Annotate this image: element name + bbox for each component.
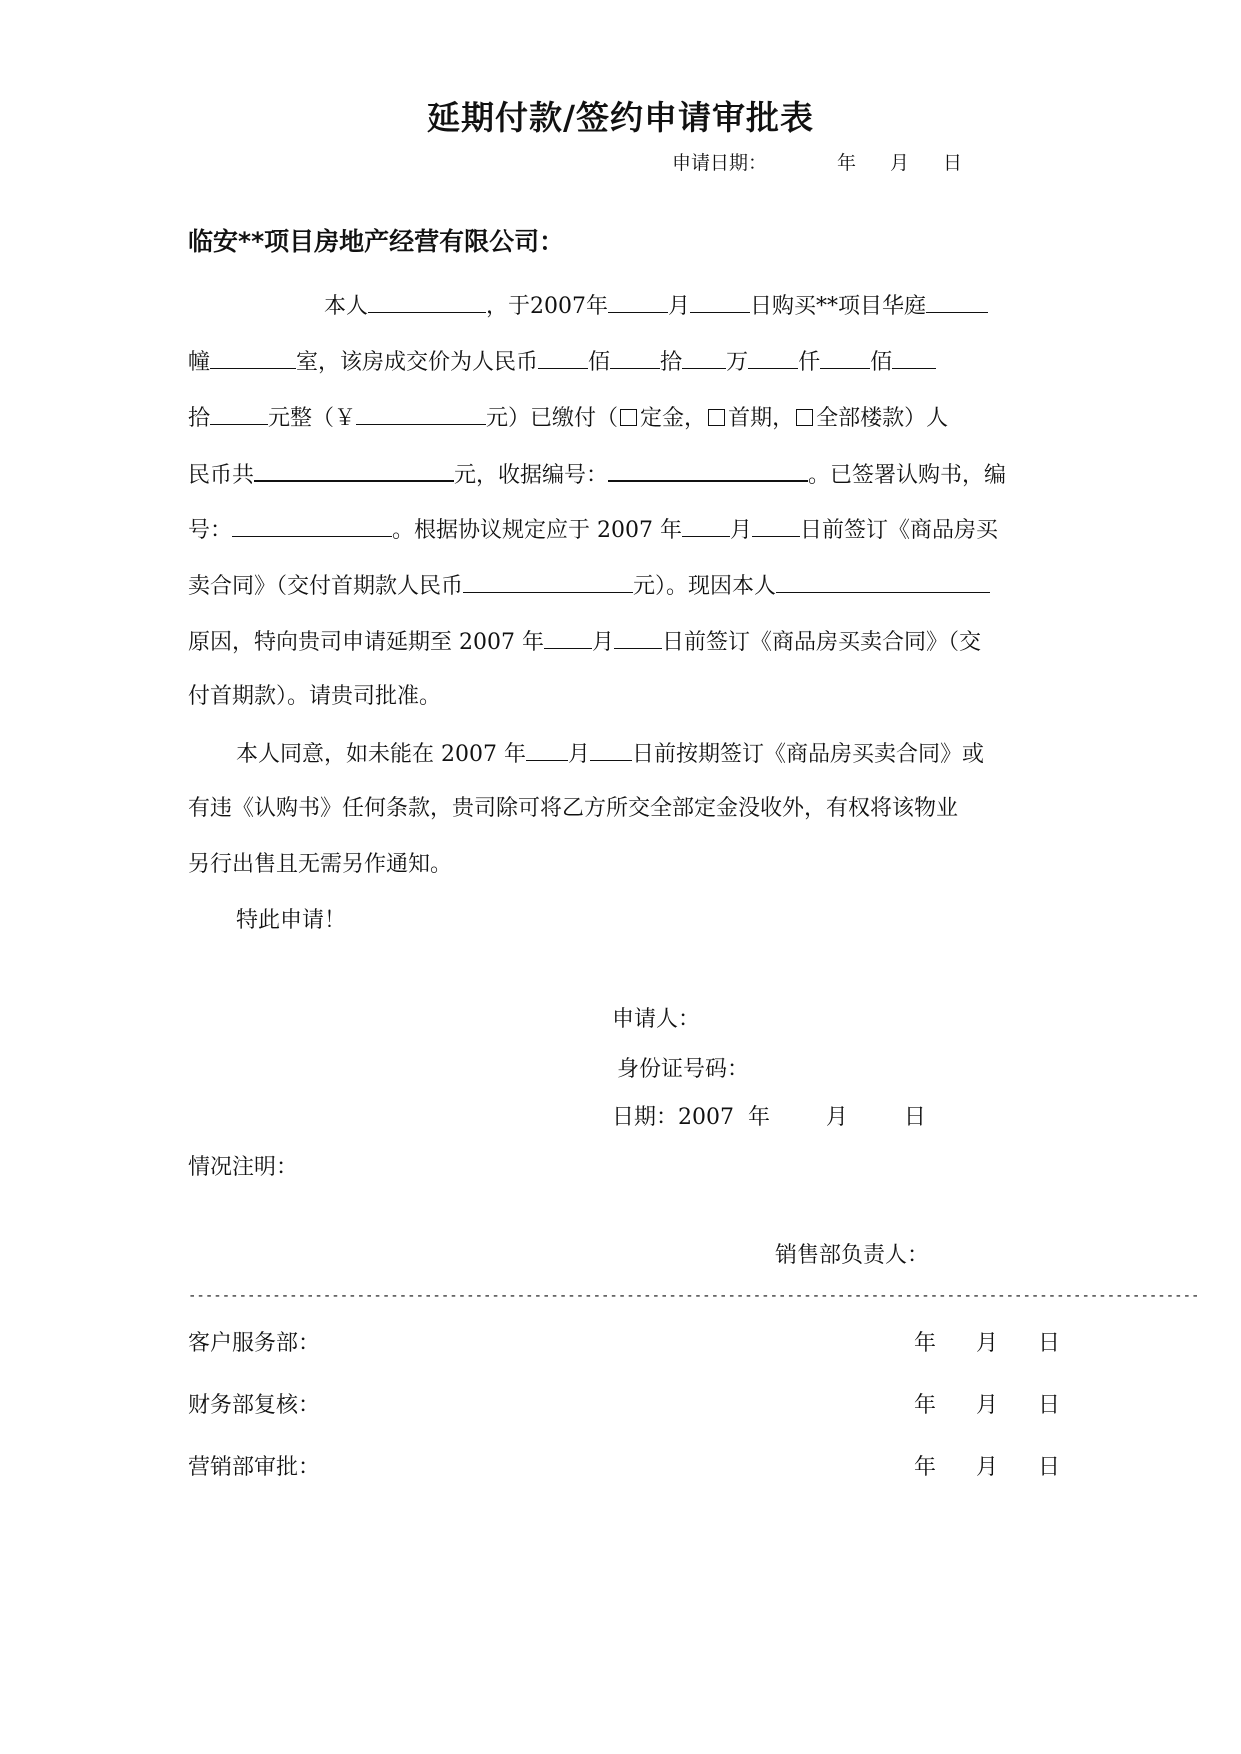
review-row-marketing xyxy=(188,1450,1064,1481)
review-label: 客户服务部： xyxy=(188,1331,321,1356)
blank-paid-amount[interactable] xyxy=(254,458,454,482)
blank-name[interactable] xyxy=(368,290,486,313)
blank-amount-figures[interactable] xyxy=(356,402,486,425)
review-row-finance xyxy=(188,1388,1064,1419)
id-number-label: 身份证号码： xyxy=(617,1057,750,1082)
review-month: 月 xyxy=(976,1331,999,1356)
blank-amount[interactable] xyxy=(682,346,726,369)
review-year: 年 xyxy=(914,1393,937,1418)
text: 首期， xyxy=(728,406,795,431)
body-line-1 xyxy=(188,290,1064,322)
review-row-customer-service xyxy=(188,1326,1064,1357)
blank-amount[interactable] xyxy=(748,346,798,369)
body-line-10: 有违《认购书》任何条款，贵司除可将乙方所交全部定金没收外，有权将该物业 xyxy=(188,796,959,821)
text: 元）。现因本人 xyxy=(633,574,777,599)
body-line-4 xyxy=(188,458,1064,491)
body-line-7 xyxy=(188,626,1064,658)
text: 本人同意，如未能在 2007 年 xyxy=(236,742,526,767)
text: 元，收据编号： xyxy=(454,463,609,488)
text: 佰 xyxy=(870,350,893,375)
blank-amount[interactable] xyxy=(892,346,936,369)
apply-date xyxy=(672,148,962,175)
body-line-5 xyxy=(188,514,1064,546)
blank-down-payment[interactable] xyxy=(463,570,633,593)
text: ，于2007年 xyxy=(486,294,609,319)
blank-amount[interactable] xyxy=(210,402,268,425)
text: 定金， xyxy=(640,406,707,431)
blank-reason[interactable] xyxy=(776,570,990,593)
blank-amount[interactable] xyxy=(820,346,870,369)
review-year: 年 xyxy=(914,1455,937,1480)
text: 日购买**项目华庭 xyxy=(750,294,927,319)
text: 佰 xyxy=(588,350,611,375)
text: 月 xyxy=(567,742,590,767)
blank-subscription-number[interactable] xyxy=(232,514,392,537)
blank-month[interactable] xyxy=(682,514,730,537)
checkbox-down-payment[interactable] xyxy=(708,409,725,426)
blank-day[interactable] xyxy=(752,514,800,537)
review-label: 营销部审批： xyxy=(188,1455,321,1480)
text: 全部楼款）人 xyxy=(816,406,949,431)
body-line-8: 付首期款）。请贵司批准。 xyxy=(188,684,442,709)
apply-date-day: 日 xyxy=(943,152,963,174)
text: 日前签订《商品房买 xyxy=(800,518,999,543)
body-line-9 xyxy=(188,738,1064,770)
apply-date-label: 申请日期： xyxy=(672,152,768,174)
text: 号： xyxy=(188,518,233,543)
checkbox-deposit[interactable] xyxy=(620,409,637,426)
blank-amount[interactable] xyxy=(610,346,660,369)
blank-amount[interactable] xyxy=(538,346,588,369)
blank-day[interactable] xyxy=(590,738,632,761)
blank-day[interactable] xyxy=(690,290,750,313)
checkbox-full-payment[interactable] xyxy=(796,409,813,426)
review-month: 月 xyxy=(976,1393,999,1418)
notes-label: 情况注明： xyxy=(188,1155,299,1180)
text: 拾 xyxy=(188,406,211,431)
text: 元整（￥ xyxy=(268,406,357,431)
text: 日前签订《商品房买卖合同》（交 xyxy=(662,630,982,655)
text: 室，该房成交价为人民币 xyxy=(296,350,539,375)
body-line-6 xyxy=(188,570,1064,602)
sales-manager-label: 销售部负责人： xyxy=(775,1243,930,1268)
review-date xyxy=(914,1388,1060,1419)
text: 卖合同》（交付首期款人民币 xyxy=(188,574,464,599)
signature-date: 日期：2007 年 月 日 xyxy=(612,1105,926,1130)
body-line-11: 另行出售且无需另作通知。 xyxy=(188,852,453,877)
apply-date-month: 月 xyxy=(890,152,910,174)
apply-date-year: 年 xyxy=(837,152,857,174)
text: 日前按期签订《商品房买卖合同》或 xyxy=(632,742,985,767)
review-label: 财务部复核： xyxy=(188,1393,321,1418)
blank-receipt-number[interactable] xyxy=(608,458,808,482)
blank-month[interactable] xyxy=(526,738,568,761)
text: 仟 xyxy=(798,350,821,375)
text: 民币共 xyxy=(188,463,255,488)
divider-line: ------------------------------------------------------------------------------------------------------------------------ xyxy=(188,1288,1200,1304)
body-line-2 xyxy=(188,346,1064,378)
text: 万 xyxy=(726,350,749,375)
blank-day[interactable] xyxy=(614,626,662,649)
review-day: 日 xyxy=(1038,1393,1061,1418)
document-title: 延期付款/签约申请审批表 xyxy=(426,98,815,137)
text: 幢 xyxy=(188,350,211,375)
text: 月 xyxy=(591,630,614,655)
blank-building[interactable] xyxy=(926,290,988,313)
text: 本人 xyxy=(324,294,369,319)
text: 。根据协议规定应于 2007 年 xyxy=(392,518,682,543)
text: 拾 xyxy=(660,350,683,375)
review-month: 月 xyxy=(976,1455,999,1480)
text: 。已签署认购书，编 xyxy=(808,463,1007,488)
review-day: 日 xyxy=(1038,1455,1061,1480)
review-date xyxy=(914,1326,1060,1357)
blank-month[interactable] xyxy=(544,626,592,649)
addressee: 临安**项目房地产经营有限公司： xyxy=(188,227,565,256)
text: 元）已缴付（ xyxy=(486,406,619,431)
body-line-12: 特此申请！ xyxy=(236,908,347,933)
review-year: 年 xyxy=(914,1331,937,1356)
applicant-label: 申请人： xyxy=(612,1007,701,1032)
text: 月 xyxy=(668,294,691,319)
review-day: 日 xyxy=(1038,1331,1061,1356)
review-date xyxy=(914,1450,1060,1481)
body-line-3 xyxy=(188,402,1064,434)
blank-month[interactable] xyxy=(608,290,668,313)
text: 原因，特向贵司申请延期至 2007 年 xyxy=(188,630,544,655)
blank-unit[interactable] xyxy=(210,346,296,369)
text: 月 xyxy=(730,518,753,543)
